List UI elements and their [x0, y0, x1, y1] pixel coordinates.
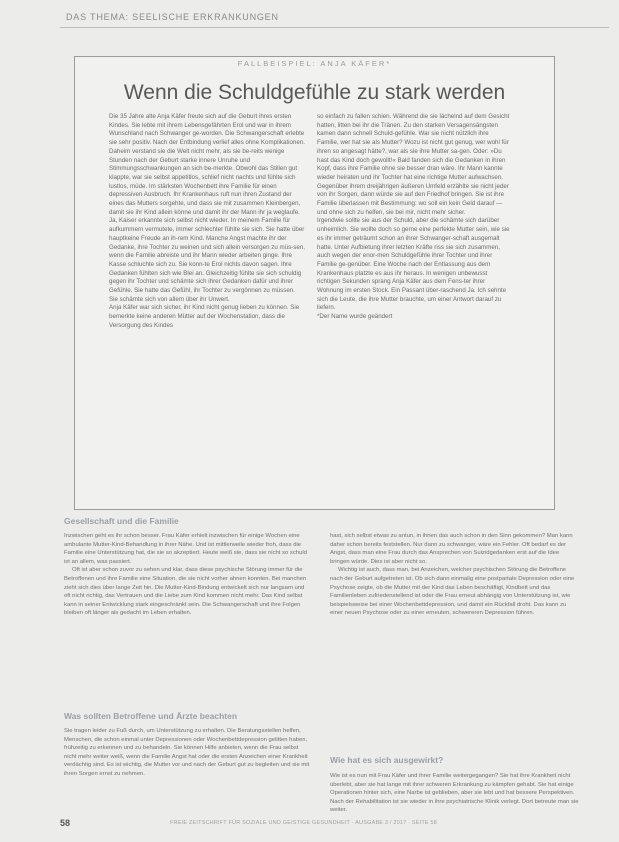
- article-left-column-2: [64, 727, 311, 779]
- article-paragraph: Inzwischen geht es ihr schon besser. Frau Käfer erhielt inzwischen für einige Wochen eine ambulante Mutter-Kind-Behandlung in ihrer Nähe. Und ist mittlerweile wieder froh, dass die Familie eine Unterstützung hat, die sie so akzeptiert. Heute weiß sie, dass sie nicht so schuld ist an allem, was passiert.: [64, 533, 307, 565]
- case-study-right-column: [317, 113, 512, 322]
- page-number: 58: [60, 818, 71, 828]
- section-heading: Gesellschaft und die Familie: [64, 516, 179, 526]
- footer-line: FREIE ZEITSCHRIFT FÜR SOZIALE UND GEISTIGE GESUNDHEIT · AUSGABE 3 / 2017 · SEITE 58: [170, 820, 438, 826]
- case-study-paragraph: Irgendwie sollte sie aus der Schuld, aber die schämte sich darüber unheimlich. Sie wollte doch so gerne eine perfekte Mutter sein, wie sie es ihr immer geträumt schon an ihrer Schwanger-schaft ausgemalt hatte. Unter Aufbietung ihrer letzten Kräfte riss sie sich zusammen, auch wegen der enor-men Schuldgefühle ihrer Tochter und ihrer Familie ge-genüber. Eine Woche nach der Entlassung aus dem Krankenhaus platzte es aus ihr heraus. In wenigen unbewusst richtigen Sekunden sprang Anja Käfer aus dem Fens-ter ihrer Wohnung im ersten Stock. Ein Passant über-raschend Ja. Ich sehnte sich die Leute, die ihre Mutter brauchte, um einer Antwort darauf zu liefern.: [317, 217, 510, 312]
- case-study-paragraph: so einfach zu fallen schien. Während die sie lächelnd auf dem Gesicht hatten, litten bei ihr die Tränen. Zu den starken Versagensängsten kamen dann schnell Schuld-gefühle. War sie nicht nützlich ihre Familie, wer hat sie als Mutter? Wozu ist nicht gut genug, wer wohl für ihren so angesagt hätte?, war als sie ihre Mutter sa-gen. Oder: »Du hast das Kind doch gewollt!« Bald fanden sich die Gedanken in ihren Kopf, dass ihre Familie ohne sie besser dran wäre. Ihr Mann kannte wieder heiraten und ihr Tochter hat eine richtige Mutter aufwachsen. Gegenüber ihrem dreijährigen äußeren Umfeld erzählte sie nicht jeder von ihr Sorgen, dann würde sie auf den Friedhof bringen. Sie ist ihre Familie überlassen mit Bestimmung: wo soll ein kein Geld darauf — und ohne sich zu helfen, sie bei mir, nicht mehr sicher.: [317, 113, 510, 216]
- case-study-title: Wenn die Schuldgefühle zu stark werden: [123, 81, 506, 104]
- article-paragraph: Oft ist aber schon zuvor zu sehen und klar, dass diese psychische Störung immer für die Betroffenen und ihre Familie eine Situation, die sie nicht vorher ahnen konnten. Bei manchen zieht sich dies über lange Zeit hin. Die Mutter-Kind-Bindung entwickelt sich nur langsam und oft nicht richtig, das Vertrauen und die Liebe zum Kind kommen nicht mehr. Das Kind selbst kann in seiner Entwicklung stark eingeschränkt sein. Die Schwangerschaft und ihre Folgen bleiben oft länger als gedacht im Leben erhalten.: [64, 567, 307, 617]
- case-study-footnote: *Der Name wurde geändert: [317, 313, 393, 321]
- case-study-left-column: [109, 113, 305, 331]
- article-left-column: [64, 532, 311, 618]
- section-heading: Was sollten Betroffene und Ärzte beachten: [64, 711, 238, 721]
- article-paragraph: hast, sich selbst etwas zu antun, in ihnen das auch schon in den Sinn gekommen? Man kann daher schon bereits feststellen. Nur dann zu schwanger, wäre ein Fehler. Oft bedarf es der Angst, dass man eine Frau durch das Ansprechen von Suizidgedanken erst auf die Idee bringen würde. Dies ist aber nicht so.: [330, 533, 573, 565]
- case-study-paragraph: Anja Käfer war sich sicher, ihr Kind nicht genug lieben zu können. Sie bemerkte keine anderen Mütter auf der Wochenstation, dass die Versorgung des Kindes: [109, 304, 300, 329]
- article-right-column-2: [330, 772, 580, 815]
- case-study-paragraph: Die 35 Jahre alte Anja Käfer freute sich auf die Geburt ihres ersten Kindes. Sie lebte mit ihrem Lebensgefährten Erol und war in ihrem Wunschland nach Schwanger ge-worden. Die Schwangerschaft erlebte sie sehr positiv. Nach der Entbindung verlief alles ohne Komplikationen. Daheim verstand sie die Welt nicht mehr, als sie be-reits wenige Stunden nach der Geburt starke innere Unruhe und Stimmungsschwankungen an sich be-merkte. Obwohl das Stillen gut klappte, war sie selbst appetitlos, schlief nicht nachts und fühlte sich lustlos, müde. Im stärksten Wochenbett ihre Familie für einen depressiven Ausbruch. Ihr Krankenhaus ruft nun ihren Zustand der eines das Mutters sorgehte, und dass sie mit zusammen Kleinbergen, damit sie ihr Kind allein könne und damit ihr der Mann ihr ja weglaufe. Ja, Kaiser erkannte sich selbst nicht wieder. In meinem Familie für aufkummern vermutete, immer schlechter fühlte sie sich. Sie hatte über hauptkeine Freude an ih-rem Kind. Manche Angst machte ihr der Gedanke, ihre Tochter zu weinen und sich allein versorgen zu müs-sen, wenn die Familie abreiste und ihr Mann wieder arbeiten ginge. Ihre Kasse schluchte sich zu. Sie konn-te Erol nichts davon sagen. Ihre Gedanken fühlten sich wie Blei an. Gleichzeitig fühlte sie sich schuldig gegen ihr Tochter und schämte sich ihrer Gedanken dafür und ihrer Gefühle. Sie hatte das Gefühl, ihr Tochter zu vergönnen zu müssen. Sie schämte sich von allem über ihr Unwert.: [109, 113, 305, 303]
- case-study-box: [74, 56, 555, 510]
- section-header: DAS THEMA: SEELISCHE ERKRANKUNGEN: [66, 12, 279, 22]
- article-paragraph: Wichtig ist auch, dass man, bei Anzeichen, welcher psychischen Störung die Betroffene nach der Geburt aufgetreten ist. Ob sich dann einmalig eine postpartale Depression oder eine Psychose zeigte, ob die Mutter mit der Kind das Leben beschäftigt, Kindbett und das Familienleben zufriedenstellend ist oder die Frau erneut abhängig von Unterstützung ist, wie beispielsweise bei einer Wochenbettdepression, und damit ein Rückfall droht. Das kann zu einer neuen Psychose oder zu einer erneuten, schwereren Depression führen.: [330, 567, 575, 617]
- case-study-label: FALLBEISPIEL: ANJA KÄFER*: [237, 59, 392, 68]
- article-paragraph: Wie ist es nun mit Frau Käfer und ihrer Familie weitergegangen? Sie hat ihre Krankheit nicht überlebt, aber sie hat lange mit ihrer schweren Erkrankung zu kämpfen gehabt. Sie hat einige Operationen hinter sich, eine Narbe ist geblieben, aber sie lebt und hat bessere Perspektiven. Nach der Rehabilitation ist sie wieder in ihre psychiatrische Klinik verlegt. Dort betreute man sie weiter.: [330, 773, 579, 814]
- header-divider: [60, 27, 609, 28]
- article-right-column: [330, 532, 580, 618]
- section-heading: Wie hat es sich ausgewirkt?: [330, 755, 444, 765]
- article-paragraph: Sie tragen leider zu Fuß durch, um Unterstützung zu erhalten. Die Beratungsstellen helfen, Menschen, die schon einmal unter Depressionen oder Wochenbettdepression gelitten haben, frühzeitig zu erkennen und zu behandeln. Sie können Hilfe anbieten, wenn die Frau selbst nicht mehr weiter weiß, wenn die Familie Angst hat oder die ersten Anzeichen einer Krankheit verdächtig sind. Es ist wichtig, die Mutter vor und nach der Geburt gut zu begleiten und sie mit ihren Sorgen ernst zu nehmen.: [64, 728, 310, 777]
